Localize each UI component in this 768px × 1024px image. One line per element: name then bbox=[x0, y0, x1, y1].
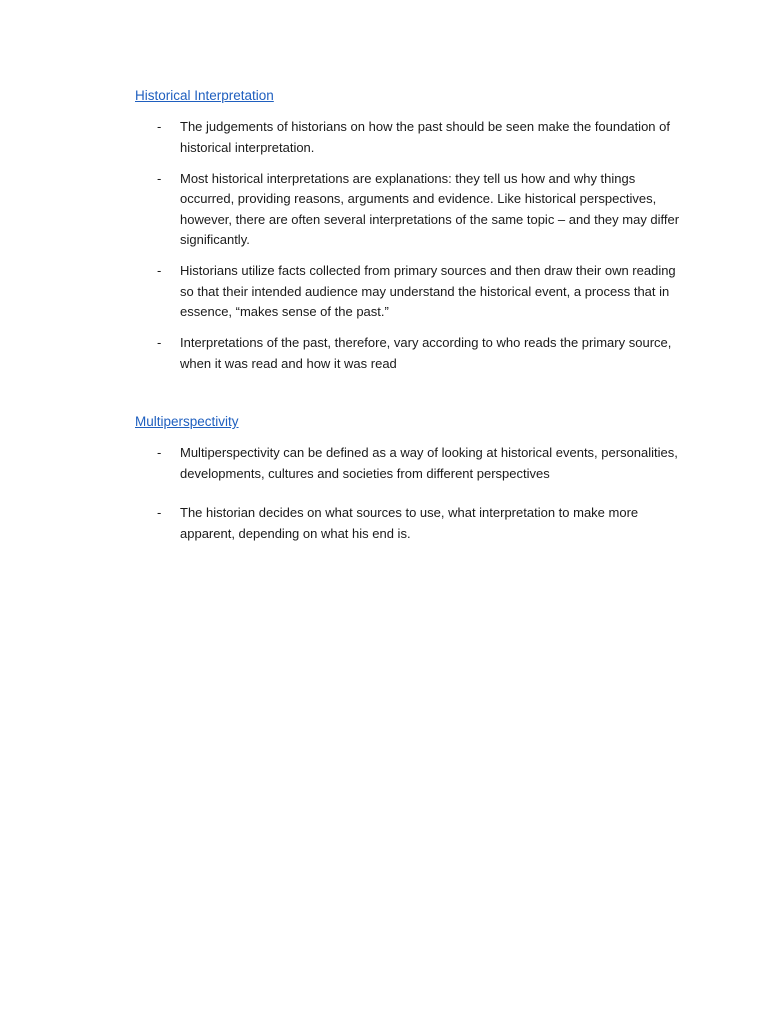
section-multiperspectivity bbox=[135, 412, 680, 544]
section-heading-multiperspectivity[interactable]: Multiperspectivity bbox=[135, 414, 239, 429]
list-item bbox=[135, 117, 680, 158]
section-historical-interpretation bbox=[135, 86, 680, 374]
bullet-dash: - bbox=[157, 505, 162, 520]
list-item-text: Historians utilize facts collected from primary sources and then draw their own reading so that their intended audience may understand the historical event, a process that in essence, “makes sense of the past.” bbox=[180, 263, 676, 319]
list-item bbox=[135, 443, 680, 484]
bullet-dash: - bbox=[157, 263, 162, 278]
list-item-text: Most historical interpretations are explanations: they tell us how and why things occurred, providing reasons, arguments and evidence. Like historical perspectives, however, there are often several interpretations of the same topic – and they may differ significantly. bbox=[180, 170, 680, 247]
bullet-dash: - bbox=[157, 335, 162, 350]
bullet-list bbox=[135, 117, 680, 374]
list-item bbox=[135, 169, 680, 251]
list-item-text: The historian decides on what sources to use, what interpretation to make more apparent, depending on what his end is. bbox=[180, 505, 639, 541]
list-item bbox=[135, 503, 680, 544]
list-item bbox=[135, 333, 680, 374]
section-heading-historical-interpretation[interactable]: Historical Interpretation bbox=[135, 88, 274, 103]
list-item-text: Interpretations of the past, therefore, vary according to who reads the primary source, when it was read and how it was read bbox=[180, 335, 672, 371]
document-page bbox=[135, 86, 680, 544]
bullet-list bbox=[135, 443, 680, 544]
bullet-dash: - bbox=[157, 119, 162, 134]
bullet-dash: - bbox=[157, 170, 162, 186]
list-item bbox=[135, 261, 680, 323]
list-item-text: The judgements of historians on how the past should be seen make the foundation of historical interpretation. bbox=[180, 119, 670, 155]
bullet-dash: - bbox=[157, 445, 162, 460]
list-item-text: Multiperspectivity can be defined as a way of looking at historical events, personalities, developments, cultures and societies from different perspectives bbox=[180, 445, 678, 481]
